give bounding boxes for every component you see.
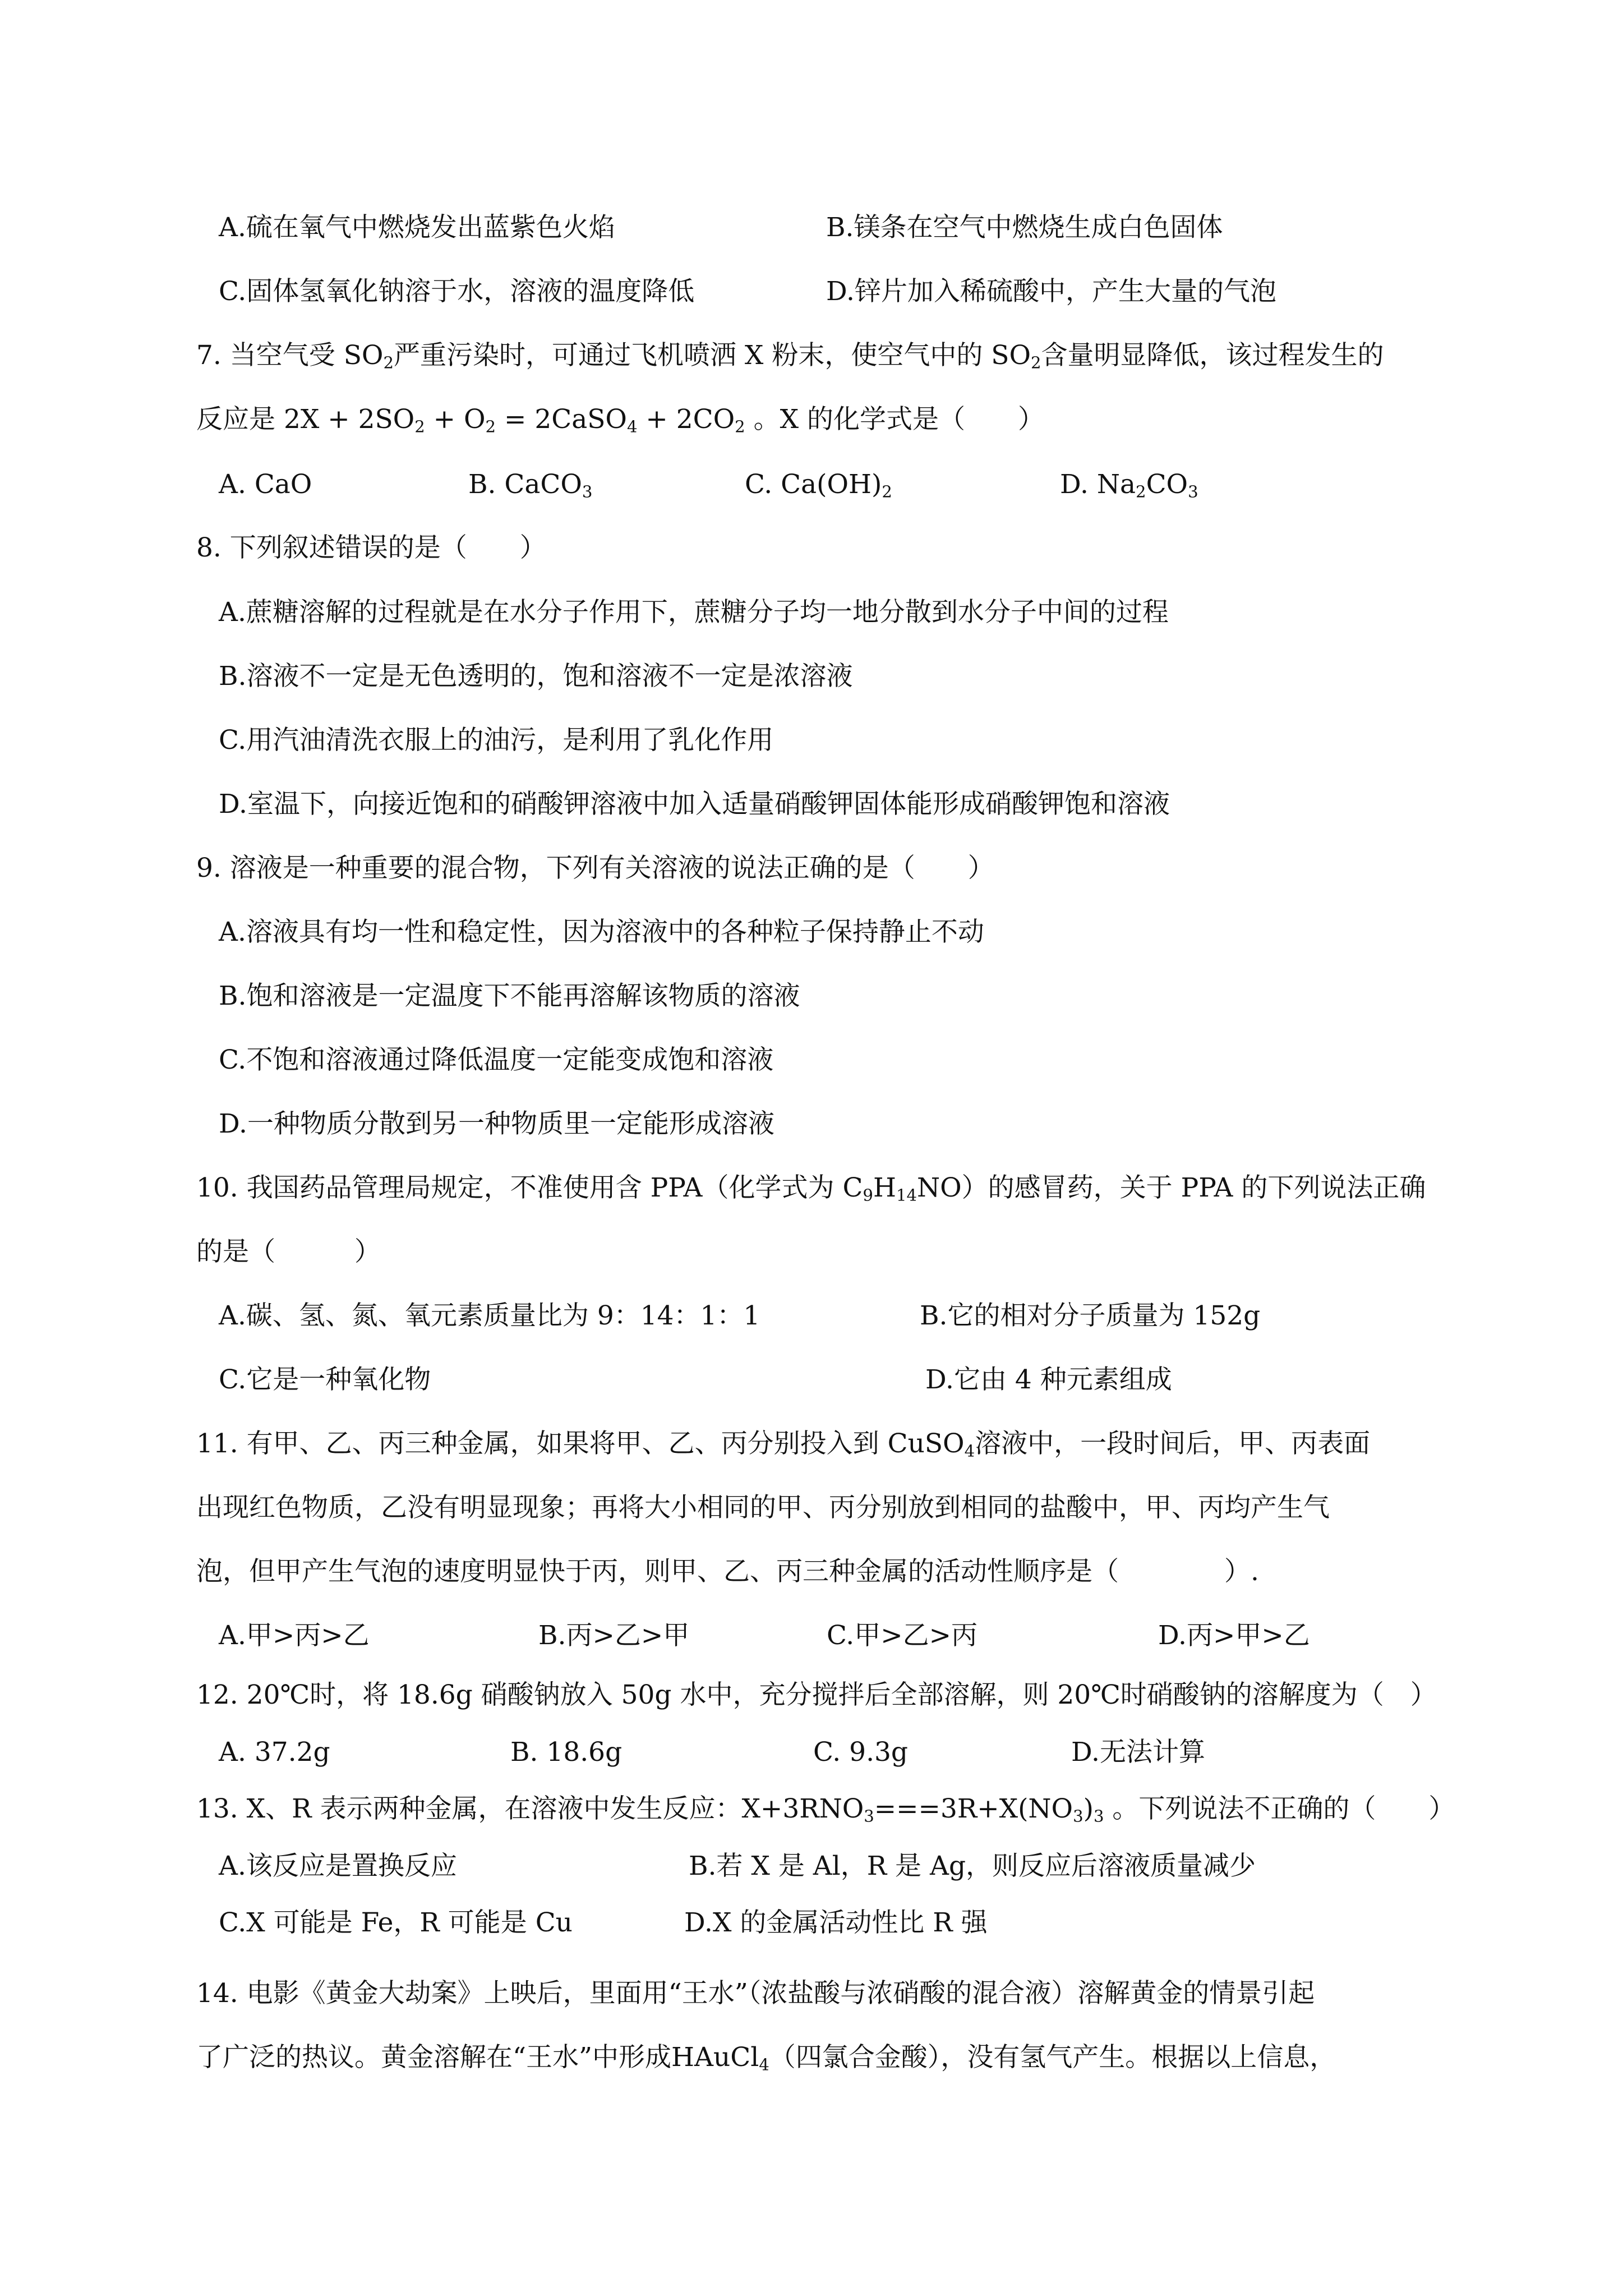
q7-option-b: B. CaCO$_3$ — [468, 469, 593, 501]
q11-option-c: C.甲>乙>丙 — [827, 1620, 978, 1651]
q9-option-a: A.溶液具有均一性和稳定性，因为溶液中的各种粒子保持静止不动 — [219, 917, 984, 947]
q11-stem-line-2: 出现红色物质，乙没有明显现象；再将大小相同的甲、丙分别放到相同的盐酸中，甲、丙均产生气 — [196, 1492, 1330, 1523]
q14-stem-line-2: 了广泛的热议。黄金溶解在“王水”中形成HAuCl$_4$（四氯合金酸），没有氢气产生。根据以上信息， — [196, 2042, 1336, 2074]
q7-option-c: C. $Ca(OH)_2$ — [745, 469, 892, 501]
q6-option-b: B.镁条在空气中燃烧生成白色固体 — [826, 212, 1223, 243]
q14-stem-line-1: 14. 电影《黄金大劫案》上映后，里面用“王水”（浓盐酸与浓硝酸的混合液）溶解黄金的情景引起 — [196, 1978, 1315, 2009]
q12-option-b: B. 18.6g — [510, 1737, 623, 1768]
q7-stem-line-1: 7. 当空气受 $SO_2$严重污染时，可通过飞机喷洒 X 粉末，使空气中的 $SO_2$含量明显降低，该过程发生的 — [196, 340, 1384, 372]
q9-option-d: D.一种物质分散到另一种物质里一定能形成溶液 — [219, 1108, 774, 1139]
q10-stem-line-1: 10. 我国药品管理局规定，不准使用含 PPA（化学式为 $C_9H_{14}NO$）的感冒药，关于 PPA 的下列说法正确 — [196, 1172, 1426, 1205]
q12-stem: 12. 20℃时，将 18.6g 硝酸钠放入 50g 水中，充分搅拌后全部溶解，则 20℃时硝酸钠的溶解度为（ ） — [196, 1680, 1437, 1710]
q11-stem-line-3: 泡，但甲产生气泡的速度明显快于丙，则甲、乙、丙三种金属的活动性顺序是（ ）. — [196, 1556, 1259, 1587]
q9-stem: 9. 溶液是一种重要的混合物，下列有关溶液的说法正确的是（ ） — [196, 853, 994, 884]
q8-stem: 8. 下列叙述错误的是（ ） — [196, 532, 546, 563]
q6-option-a: A.硫在氧气中燃烧发出蓝紫色火焰 — [219, 212, 615, 243]
q11-option-a: A.甲>丙>乙 — [219, 1620, 370, 1651]
q7-stem-line-2: 反应是 $2X + 2SO_2 + O_2$ = 2CaSO$_4$ + $2CO_2$ 。X 的化学式是（ ） — [196, 404, 1045, 436]
q12-option-a: A. 37.2g — [219, 1737, 330, 1768]
q9-option-b: B.饱和溶液是一定温度下不能再溶解该物质的溶液 — [219, 981, 800, 1011]
q6-option-d: D.锌片加入稀硫酸中，产生大量的气泡 — [826, 276, 1276, 307]
q12-option-c: C. 9.3g — [813, 1737, 908, 1768]
q7-option-a: A. CaO — [219, 469, 312, 500]
q10-option-b: B.它的相对分子质量为 152g — [920, 1300, 1261, 1331]
q13-stem: 13. X、R 表示两种金属，在溶液中发生反应：$X+3RNO_3===3R+X(NO_3)_3$ 。下列说法不正确的（ ） — [196, 1793, 1455, 1826]
q10-option-d: D.它由 4 种元素组成 — [925, 1364, 1172, 1395]
q10-option-a: A.碳、氢、氮、氧元素质量比为 9：14：1：1 — [219, 1300, 760, 1331]
q10-stem-line-2: 的是（ ） — [196, 1236, 381, 1267]
q6-option-c: C.固体氢氧化钠溶于水，溶液的温度降低 — [219, 276, 695, 307]
q11-stem-line-1: 11. 有甲、乙、丙三种金属，如果将甲、乙、丙分别投入到 CuSO$_4$溶液中，一段时间后，甲、丙表面 — [196, 1428, 1371, 1461]
q8-option-c: C.用汽油清洗衣服上的油污，是利用了乳化作用 — [219, 725, 774, 756]
q7-option-d: D. $Na_2CO_3$ — [1060, 469, 1198, 501]
q11-option-d: D.丙>甲>乙 — [1158, 1620, 1310, 1651]
q8-option-b: B.溶液不一定是无色透明的，饱和溶液不一定是浓溶液 — [219, 661, 853, 692]
q10-option-c: C.它是一种氧化物 — [219, 1364, 431, 1395]
q9-option-c: C.不饱和溶液通过降低温度一定能变成饱和溶液 — [219, 1045, 774, 1075]
q13-option-a: A.该反应是置换反应 — [219, 1851, 457, 1881]
q11-option-b: B.丙>乙>甲 — [538, 1620, 690, 1651]
q8-option-d: D.室温下，向接近饱和的硝酸钾溶液中加入适量硝酸钾固体能形成硝酸钾饱和溶液 — [219, 789, 1170, 820]
q13-option-b: B.若 X 是 Al，R 是 Ag，则反应后溶液质量减少 — [689, 1851, 1256, 1881]
q13-option-d: D.X 的金属活动性比 R 强 — [684, 1907, 988, 1938]
q8-option-a: A.蔗糖溶解的过程就是在水分子作用下，蔗糖分子均一地分散到水分子中间的过程 — [219, 597, 1169, 628]
q12-option-d: D.无法计算 — [1071, 1737, 1205, 1768]
q13-option-c: C.X 可能是 Fe，R 可能是 Cu — [219, 1907, 573, 1938]
